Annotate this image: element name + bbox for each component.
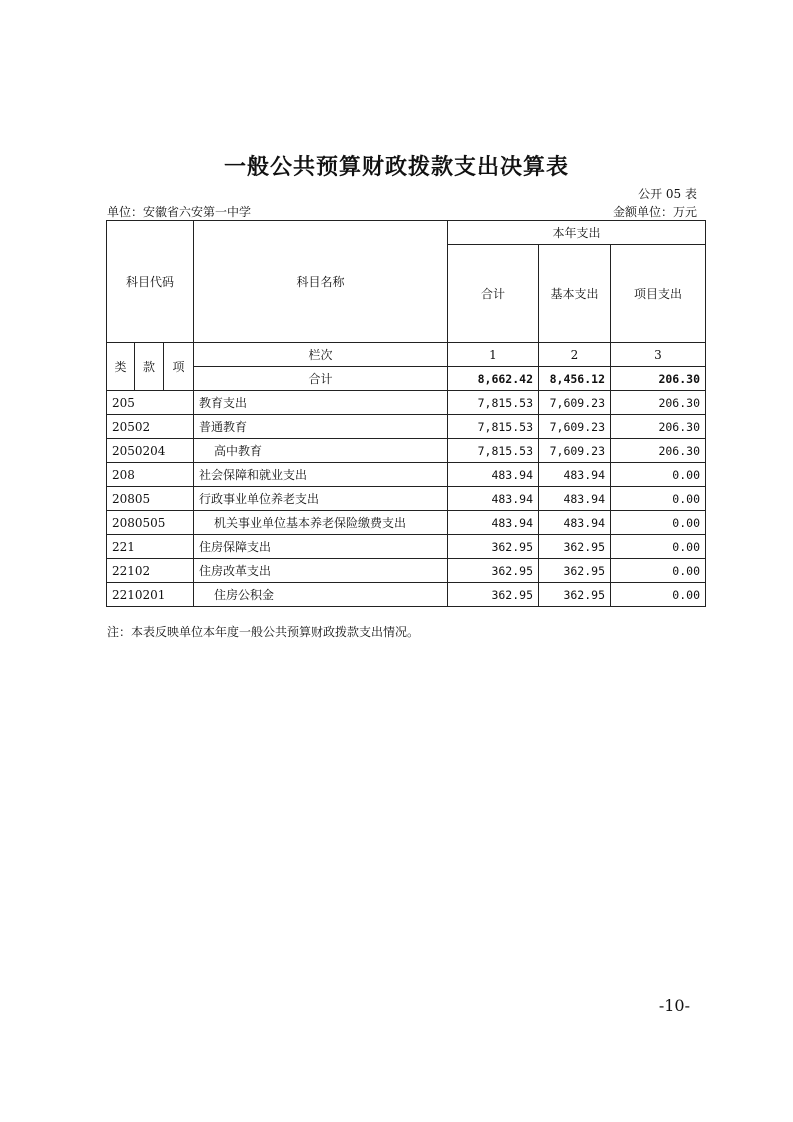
column-index-1: 1: [448, 343, 539, 367]
row-name: 住房保障支出: [194, 535, 448, 559]
row-code: 2210201: [107, 583, 194, 607]
row-project: 0.00: [611, 535, 706, 559]
sum-label: 合计: [194, 367, 448, 391]
row-project: 0.00: [611, 583, 706, 607]
row-project: 206.30: [611, 439, 706, 463]
row-basic: 483.94: [539, 487, 611, 511]
header-xiang: 项: [164, 343, 194, 391]
row-total: 362.95: [448, 583, 539, 607]
column-index-label: 栏次: [194, 343, 448, 367]
row-basic: 7,609.23: [539, 439, 611, 463]
row-total: 483.94: [448, 511, 539, 535]
row-total: 362.95: [448, 559, 539, 583]
row-name: 高中教育: [194, 439, 448, 463]
row-total: 483.94: [448, 487, 539, 511]
header-name: 科目名称: [194, 221, 448, 343]
row-project: 0.00: [611, 487, 706, 511]
row-name: 行政事业单位养老支出: [194, 487, 448, 511]
table-row: [107, 439, 706, 463]
row-basic: 362.95: [539, 535, 611, 559]
row-code: 221: [107, 535, 194, 559]
row-project: 0.00: [611, 559, 706, 583]
table-row: [107, 415, 706, 439]
header-project: 项目支出: [611, 245, 706, 343]
row-project: 0.00: [611, 463, 706, 487]
row-code: 20805: [107, 487, 194, 511]
row-name: 机关事业单位基本养老保险缴费支出: [194, 511, 448, 535]
row-total: 362.95: [448, 535, 539, 559]
row-basic: 362.95: [539, 583, 611, 607]
row-total: 7,815.53: [448, 415, 539, 439]
header-total: 合计: [448, 245, 539, 343]
column-index-3: 3: [611, 343, 706, 367]
row-name: 住房公积金: [194, 583, 448, 607]
table-note: 注：本表反映单位本年度一般公共预算财政拨款支出情况。: [107, 625, 420, 639]
table-row: [107, 511, 706, 535]
form-number: 公开 05 表: [638, 187, 697, 201]
budget-table: [106, 220, 706, 607]
row-basic: 483.94: [539, 511, 611, 535]
row-code: 2050204: [107, 439, 194, 463]
page-title: 一般公共预算财政拨款支出决算表: [223, 154, 569, 180]
row-code: 208: [107, 463, 194, 487]
header-year-spend: 本年支出: [448, 221, 706, 245]
table-row: [107, 487, 706, 511]
row-basic: 362.95: [539, 559, 611, 583]
row-name: 普通教育: [194, 415, 448, 439]
row-project: 206.30: [611, 415, 706, 439]
page-number: -10-: [658, 996, 690, 1015]
table-row: [107, 463, 706, 487]
row-code: 22102: [107, 559, 194, 583]
row-project: 206.30: [611, 391, 706, 415]
row-name: 社会保障和就业支出: [194, 463, 448, 487]
header-lei: 类: [107, 343, 135, 391]
sum-total: 8,662.42: [448, 367, 539, 391]
row-basic: 7,609.23: [539, 415, 611, 439]
money-unit-label: 金额单位：万元: [612, 205, 697, 219]
row-basic: 7,609.23: [539, 391, 611, 415]
row-total: 483.94: [448, 463, 539, 487]
row-basic: 483.94: [539, 463, 611, 487]
sum-project: 206.30: [611, 367, 706, 391]
row-code: 2080505: [107, 511, 194, 535]
unit-label: 单位：安徽省六安第一中学: [107, 205, 252, 219]
row-name: 教育支出: [194, 391, 448, 415]
table-row: [107, 391, 706, 415]
header-basic: 基本支出: [539, 245, 611, 343]
header-kuan: 款: [135, 343, 164, 391]
row-total: 7,815.53: [448, 391, 539, 415]
table-row: [107, 583, 706, 607]
sum-basic: 8,456.12: [539, 367, 611, 391]
table-row: [107, 559, 706, 583]
row-code: 20502: [107, 415, 194, 439]
table-row: [107, 535, 706, 559]
row-name: 住房改革支出: [194, 559, 448, 583]
row-project: 0.00: [611, 511, 706, 535]
column-index-2: 2: [539, 343, 611, 367]
row-code: 205: [107, 391, 194, 415]
row-total: 7,815.53: [448, 439, 539, 463]
header-code: 科目代码: [107, 221, 194, 343]
